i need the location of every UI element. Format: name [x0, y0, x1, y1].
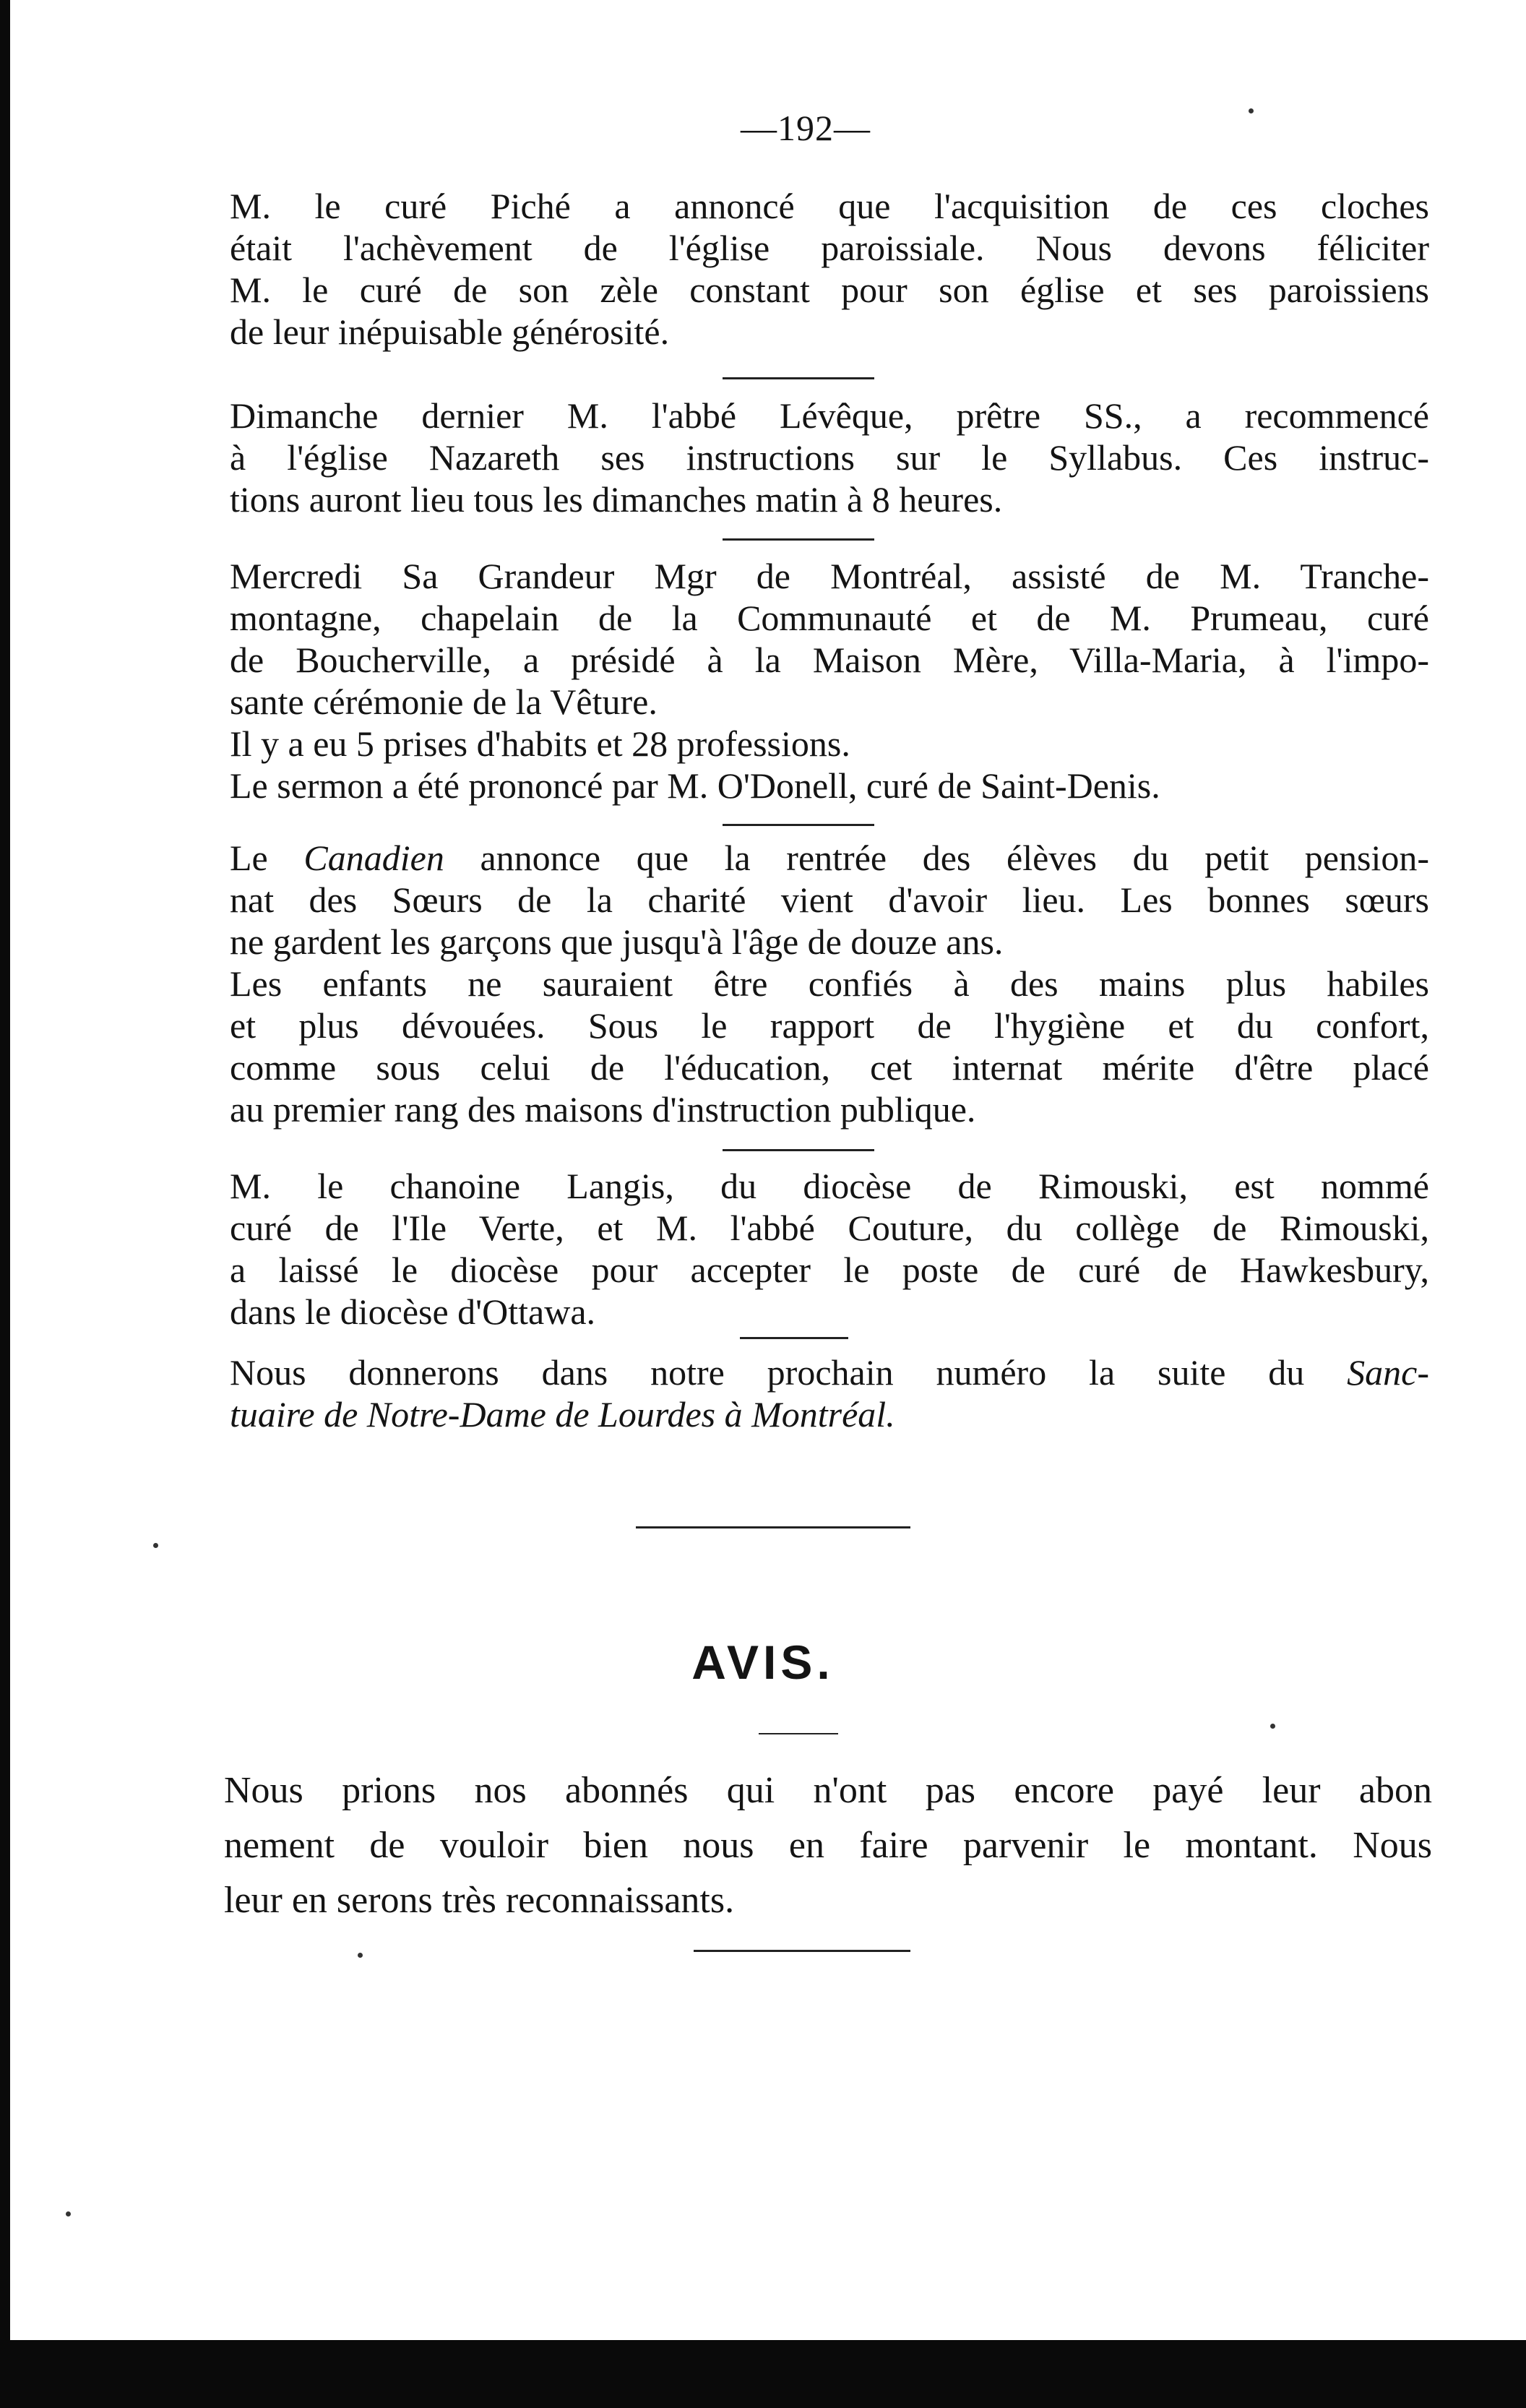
text-line	[230, 1351, 1429, 1393]
text-line: à l'église Nazareth ses instructions sur le Syllabus. Ces instruc-	[230, 437, 1429, 478]
ink-speck	[66, 2211, 71, 2216]
italic-fragment: Sanc-	[1347, 1352, 1429, 1393]
text-line: sante cérémonie de la Vêture.	[230, 681, 658, 722]
ink-speck	[1270, 1724, 1275, 1729]
separator-rule	[723, 1149, 874, 1151]
notice-body	[224, 1763, 1432, 1928]
text-line: au premier rang des maisons d'instruction publique.	[230, 1089, 976, 1130]
text-line: et plus dévouées. Sous le rapport de l'hygiène et du confort,	[230, 1005, 1429, 1046]
page-number: —192—	[741, 108, 871, 148]
text-line: Le Canadien annonce que la rentrée des élèves du petit pension-	[230, 838, 1429, 878]
scan-bottom-edge	[0, 2340, 1526, 2408]
text-fragment: annonce que la rentrée des élèves du petit pension-	[444, 838, 1429, 878]
text-line: montagne, chapelain de la Communauté et de M. Prumeau, curé	[230, 598, 1429, 638]
text-line: de Boucherville, a présidé à la Maison Mère, Villa-Maria, à l'impo-	[230, 640, 1429, 680]
paragraph-bells	[230, 185, 1429, 353]
text-line: Mercredi Sa Grandeur Mgr de Montréal, assisté de M. Tranche-	[230, 556, 1429, 596]
paragraph-syllabus	[230, 395, 1429, 520]
ink-speck	[358, 1953, 363, 1958]
text-line: nat des Sœurs de la charité vient d'avoir lieu. Les bonnes sœurs	[230, 880, 1429, 920]
separator-rule	[723, 538, 874, 541]
paragraph-veture	[230, 555, 1429, 807]
text-line: Le sermon a été prononcé par M. O'Donell, curé de Saint-Denis.	[230, 765, 1160, 806]
notice-line: nement de vouloir bien nous en faire parvenir le montant. Nous	[224, 1825, 1432, 1866]
separator-rule	[723, 824, 874, 826]
notice-heading: AVIS.	[691, 1635, 835, 1689]
text-line: dans le diocèse d'Ottawa.	[230, 1291, 596, 1332]
separator-rule	[723, 377, 874, 379]
separator-rule	[740, 1337, 848, 1339]
text-line: M. le curé de son zèle constant pour son église et ses paroissiens	[230, 270, 1429, 310]
paragraph-sanctuaire	[230, 1351, 1429, 1435]
separator-rule	[759, 1733, 838, 1734]
ink-speck	[153, 1543, 158, 1548]
text-line: comme sous celui de l'éducation, cet internat mérite d'être placé	[230, 1047, 1429, 1088]
text-line: curé de l'Ile Verte, et M. l'abbé Couture, du collège de Rimouski,	[230, 1208, 1429, 1248]
text-line: Il y a eu 5 prises d'habits et 28 professions.	[230, 723, 850, 764]
bottom-rule	[694, 1950, 910, 1952]
publication-title: Canadien	[303, 838, 444, 878]
notice-line: leur en serons très reconnaissants.	[224, 1880, 735, 1921]
text-line: Les enfants ne sauraient être confiés à des mains plus habiles	[230, 963, 1429, 1004]
paragraph-canadien	[230, 837, 1429, 1130]
notice-line: Nous prions nos abonnés qui n'ont pas encore payé leur abon	[224, 1770, 1432, 1811]
paragraph-nominations	[230, 1165, 1429, 1333]
text-line: a laissé le diocèse pour accepter le poste de curé de Hawkesbury,	[230, 1250, 1429, 1290]
section-divider	[636, 1526, 910, 1528]
text-line: M. le chanoine Langis, du diocèse de Rimouski, est nommé	[230, 1166, 1429, 1206]
text-line: de leur inépuisable générosité.	[230, 311, 670, 352]
text-line: tuaire de Notre-Dame de Lourdes à Montréal.	[230, 1394, 895, 1435]
text-line: Dimanche dernier M. l'abbé Lévêque, prêtre SS., a recommencé	[230, 395, 1429, 436]
text-line: était l'achèvement de l'église paroissiale. Nous devons féliciter	[230, 228, 1429, 268]
text-line: ne gardent les garçons que jusqu'à l'âge de douze ans.	[230, 921, 1004, 962]
ink-speck	[1249, 108, 1254, 113]
text-fragment: Nous donnerons dans notre prochain numéro la suite du	[230, 1352, 1348, 1393]
text-line: tions auront lieu tous les dimanches matin à 8 heures.	[230, 479, 1003, 520]
text-line: M. le curé Piché a annoncé que l'acquisition de ces cloches	[230, 186, 1429, 226]
scan-left-edge	[0, 0, 10, 2408]
